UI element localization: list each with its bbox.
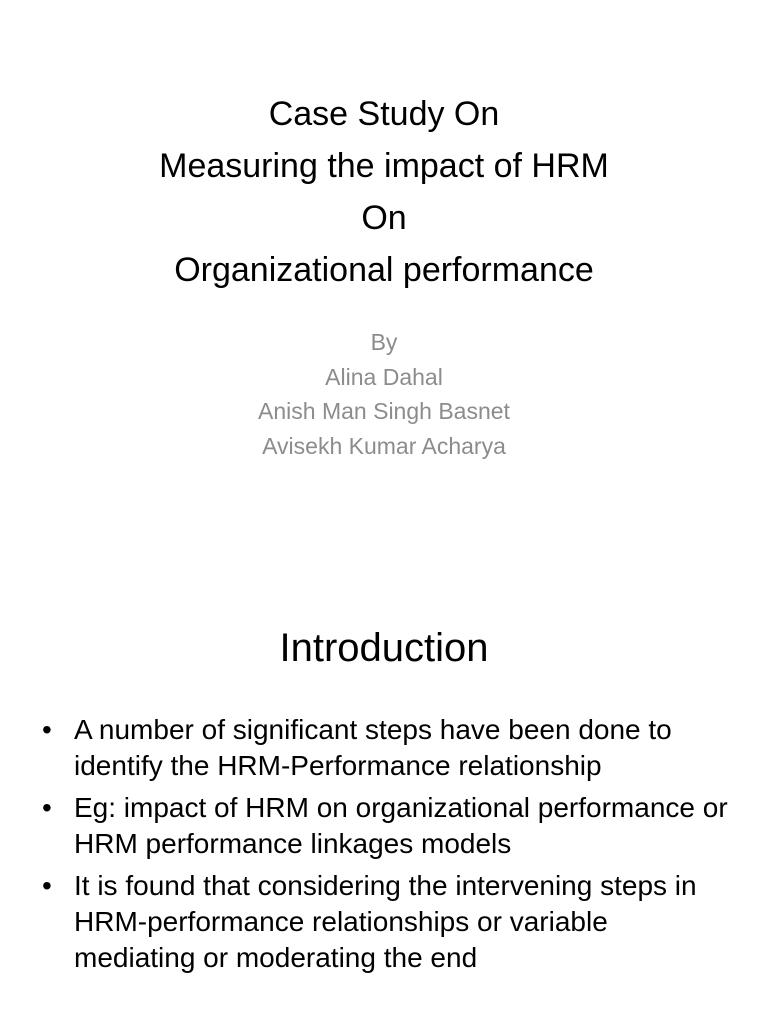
- title-line-3: On: [361, 199, 407, 237]
- title-line-2: Measuring the impact of HRM: [159, 147, 609, 185]
- bullet-item: [40, 790, 730, 862]
- author-byline: [0, 325, 768, 463]
- slide-introduction: [0, 576, 768, 1024]
- author-name: Anish Man Singh Basnet: [258, 398, 510, 424]
- introduction-heading: Introduction: [279, 626, 489, 670]
- title-line-4: Organizational performance: [174, 251, 594, 289]
- bullet-text: It is found that considering the intervening steps in HRM-performance relationships or variable mediating or moderating the end: [74, 870, 697, 973]
- author-name: Avisekh Kumar Acharya: [262, 432, 506, 459]
- bullet-text: Eg: impact of HRM on organizational performance or HRM performance linkages models: [74, 792, 728, 859]
- bullet-item: [40, 868, 730, 976]
- bullet-list: [40, 712, 730, 982]
- bullet-item: [40, 712, 730, 784]
- author-name: Alina Dahal: [325, 363, 443, 390]
- title-line-1: Case Study On: [268, 95, 500, 133]
- bullet-point-icon: •: [42, 792, 52, 823]
- bullet-point-icon: •: [42, 714, 52, 745]
- bullet-text: A number of significant steps have been done to identify the HRM-Performance relationship: [74, 714, 672, 781]
- slide-title-heading: [0, 88, 768, 296]
- byline-by: By: [370, 329, 398, 355]
- bullet-point-icon: •: [42, 870, 52, 901]
